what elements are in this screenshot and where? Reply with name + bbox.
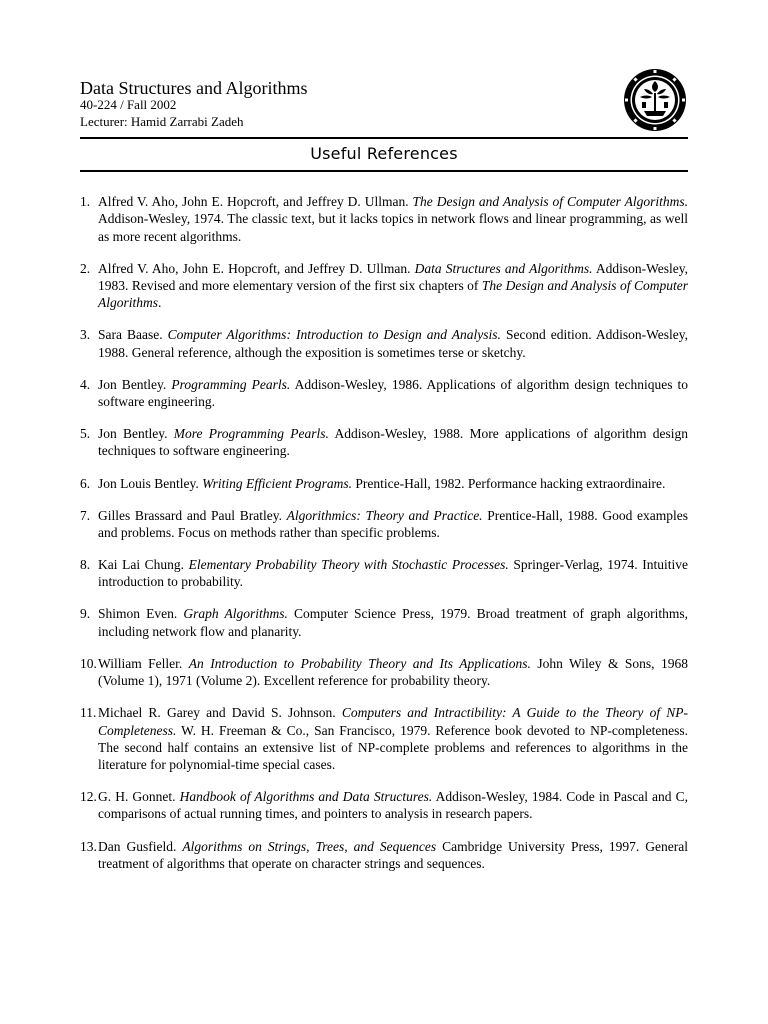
reference-authors: Sara Baase. xyxy=(98,327,163,343)
reference-details: Addison-Wesley, 1974. The classic text, but it lacks topics in network flows and linear programming, as well as more recent algorithms. xyxy=(98,211,688,244)
university-seal-icon xyxy=(622,67,688,133)
reference-title: Graph Algorithms. xyxy=(183,606,288,622)
reference-number: 13. xyxy=(80,838,97,854)
reference-number: 7. xyxy=(80,507,91,523)
reference-details: John Wiley & Sons, 1968 (Volume 1), 1971 (Volume 2). Excellent reference for probability theory. xyxy=(98,655,689,689)
reference-title: Elementary Probability Theory with Stochastic Processes. xyxy=(188,557,509,573)
reference-number: 5. xyxy=(80,426,91,442)
reference-details-end: . xyxy=(158,295,162,311)
reference-details: Addison-Wesley, 1986. Applications of algorithm design techniques to software engineering. xyxy=(98,376,689,410)
reference-title: Handbook of Algorithms and Data Structures. xyxy=(179,789,433,805)
reference-title-secondary: The Design and Analysis of Computer Algorithms xyxy=(98,277,688,311)
reference-title: Algorithmics: Theory and Practice. xyxy=(286,507,483,523)
reference-item xyxy=(80,838,688,873)
reference-details: Addison-Wesley, 1988. More applications of algorithm design techniques to software engineering. xyxy=(98,426,688,459)
reference-item xyxy=(80,704,688,773)
reference-number: 1. xyxy=(80,194,91,209)
reference-authors: Dan Gusfield. xyxy=(98,838,177,854)
reference-item xyxy=(80,425,688,460)
reference-details: Computer Science Press, 1979. Broad treatment of graph algorithms, including network flow and planarity. xyxy=(98,606,689,639)
reference-item xyxy=(80,605,688,640)
header-rule-bottom xyxy=(80,170,688,172)
reference-item xyxy=(80,326,688,361)
section-title: Useful References xyxy=(310,144,458,163)
reference-item xyxy=(80,475,688,492)
reference-title: Algorithms on Strings, Trees, and Sequences xyxy=(182,838,437,854)
reference-item xyxy=(80,655,688,690)
reference-title: Data Structures and Algorithms. xyxy=(414,260,593,276)
reference-number: 3. xyxy=(80,327,91,343)
reference-number: 9. xyxy=(80,606,91,622)
reference-number: 2. xyxy=(80,260,91,276)
reference-details: Addison-Wesley, 1983. Revised and more elementary version of the first six chapters of xyxy=(98,260,689,293)
reference-list xyxy=(80,193,688,887)
reference-details: Addison-Wesley, 1984. Code in Pascal and C, comparisons of actual running times, and pointers to analysis in research papers. xyxy=(98,789,688,822)
reference-details: Prentice-Hall, 1988. Good examples and problems. Focus on methods rather than specific problems. xyxy=(98,507,689,540)
reference-number: 11. xyxy=(80,705,97,721)
reference-item xyxy=(80,193,688,245)
reference-details: Second edition. Addison-Wesley, 1988. General reference, although the exposition is sometimes terse or sketchy. xyxy=(98,327,689,360)
reference-number: 4. xyxy=(80,376,91,392)
reference-authors: Gilles Brassard and Paul Bratley. xyxy=(98,507,282,523)
reference-item xyxy=(80,376,688,411)
reference-title: An Introduction to Probability Theory and Its Applications. xyxy=(188,655,531,671)
reference-authors: G. H. Gonnet. xyxy=(98,789,176,805)
reference-title: More Programming Pearls. xyxy=(173,426,329,442)
lecturer-name: Lecturer: Hamid Zarrabi Zadeh xyxy=(80,114,244,129)
reference-number: 6. xyxy=(80,475,91,491)
document-page xyxy=(80,0,690,1024)
reference-item xyxy=(80,260,688,312)
reference-item xyxy=(80,507,688,542)
course-title: Data Structures and Algorithms xyxy=(80,78,308,98)
reference-details: Prentice-Hall, 1982. Performance hacking extraordinaire. xyxy=(355,475,666,491)
reference-number: 10. xyxy=(80,655,97,671)
reference-authors: Alfred V. Aho, John E. Hopcroft, and Jeffrey D. Ullman. xyxy=(98,260,411,276)
reference-authors: Jon Louis Bentley. xyxy=(98,475,199,491)
reference-title: The Design and Analysis of Computer Algorithms. xyxy=(412,194,689,209)
reference-title: Computers and Intractibility: A Guide to the Theory of NP-Completeness. xyxy=(98,705,688,738)
reference-details: Springer-Verlag, 1974. Intuitive introduction to probability. xyxy=(98,557,688,590)
reference-title: Writing Efficient Programs. xyxy=(202,475,352,491)
reference-authors: Jon Bentley. xyxy=(98,426,168,442)
reference-authors: William Feller. xyxy=(98,655,183,671)
header-rule-top xyxy=(80,137,688,139)
reference-number: 12. xyxy=(80,789,97,805)
reference-authors: Jon Bentley. xyxy=(98,376,167,392)
reference-details: Cambridge University Press, 1997. General treatment of algorithms that operate on character strings and sequences. xyxy=(98,838,689,871)
reference-authors: Alfred V. Aho, John E. Hopcroft, and Jeffrey D. Ullman. xyxy=(98,194,409,209)
reference-item xyxy=(80,788,688,823)
reference-details: W. H. Freeman & Co., San Francisco, 1979. Reference book devoted to NP-completeness. The second half contains an extensive list of NP-complete problems and references to algorithms in the literature for polynomial-time special cases. xyxy=(98,722,688,773)
reference-authors: Kai Lai Chung. xyxy=(98,557,185,573)
reference-title: Programming Pearls. xyxy=(171,376,291,392)
course-code: 40-224 / Fall 2002 xyxy=(80,97,177,112)
reference-number: 8. xyxy=(80,557,91,573)
reference-authors: Michael R. Garey and David S. Johnson. xyxy=(98,705,336,721)
reference-title: Computer Algorithms: Introduction to Design and Analysis. xyxy=(167,327,501,343)
reference-authors: Shimon Even. xyxy=(98,606,178,622)
reference-item xyxy=(80,556,688,591)
